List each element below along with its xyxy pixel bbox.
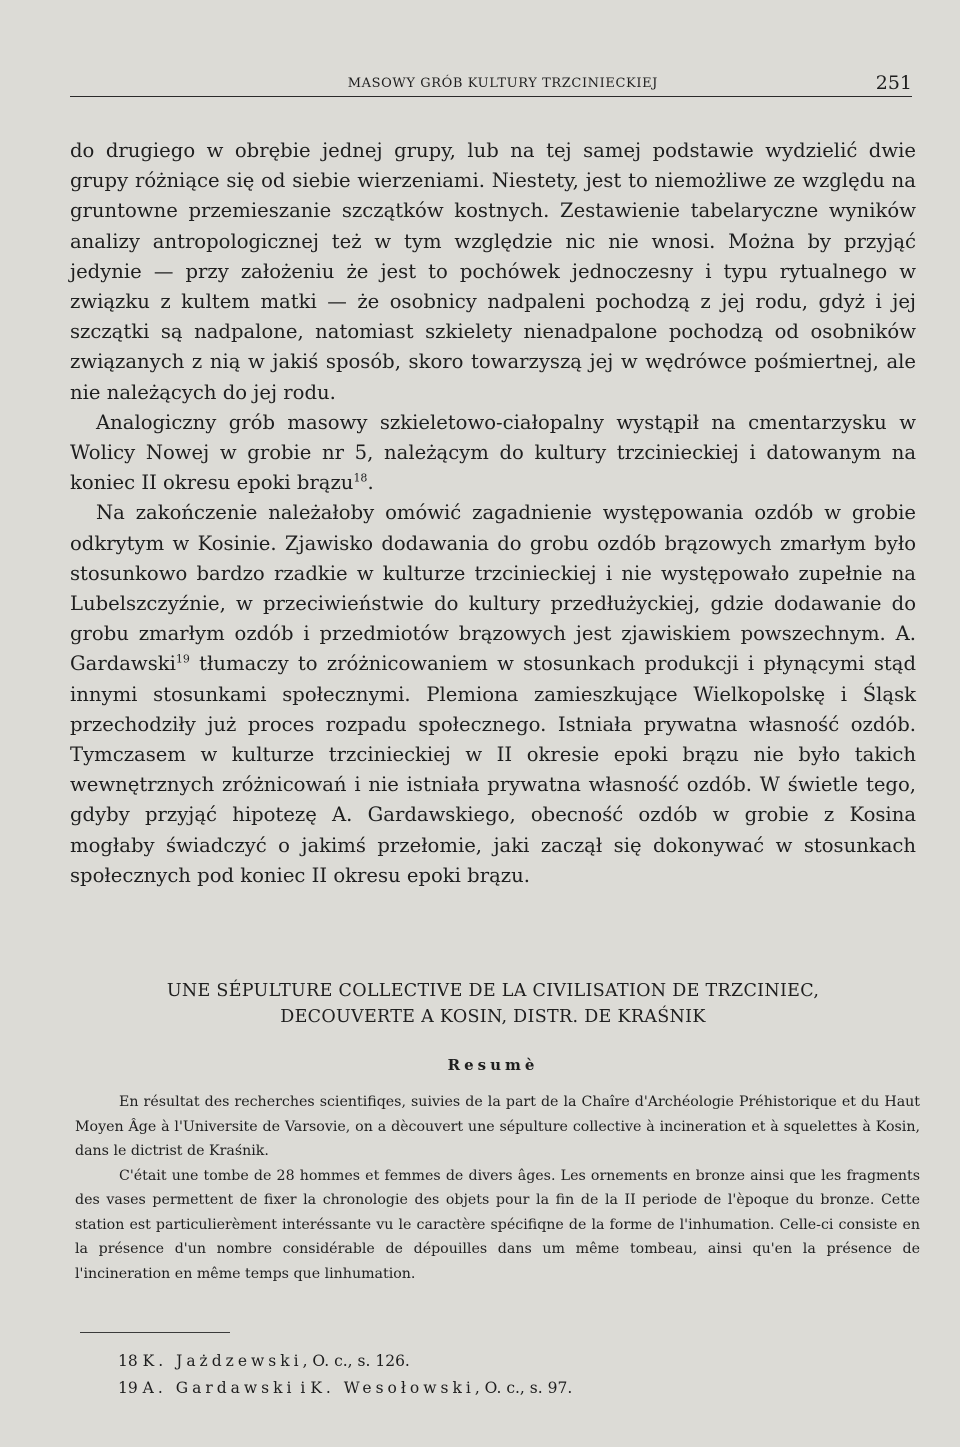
paragraph-3 xyxy=(70,498,916,891)
footnote-18-author: K. Jażdzewski xyxy=(142,1352,303,1370)
resume-paragraph-1: En résultat des recherches scientifiqes, suivies de la part de la Chaîre d'Archéologie Préhistorique et du Haut Moyen Âge à l'Universite de Varsovie, on a dècouvert une sépulture collective à incineration et à squelettes à Kosin, dans le dictrist de Kraśnik. xyxy=(75,1094,920,1159)
footnote-18 xyxy=(118,1348,572,1375)
footnote-19-author-1: A. Gardawski xyxy=(142,1379,296,1397)
resume-subtitle: Resumè xyxy=(447,1056,539,1074)
footnote-ref-18: 18 xyxy=(353,471,368,485)
paragraph-3-text-b: tłumaczy to zróżnicowaniem w stosunkach produkcji i płynącymi stąd innymi stosunkami społecznymi. Plemiona zamieszkujące Wielkopolskę i Śląsk przechodziły już proces rozpadu społecznego. Istniała prywatna własność ozdób. Tymczasem w kulturze trzcinieckiej w II okresie epoki brązu nie było takich wewnętrznych zróżnicowań i nie istniała prywatna własność ozdób. W świetle tego, gdyby przyjąć hipotezę A. Gardawskiego, obecność ozdób w grobie z Kosina mogłaby świadczyć o jakimś przełomie, jaki zaczął się dokonywać w stosunkach społecznych pod koniec II okresu epoki brązu. xyxy=(70,652,916,887)
paragraph-2 xyxy=(70,408,916,499)
running-head-title: MASOWY GRÓB KULTURY TRZCINIECKIEJ xyxy=(347,75,658,91)
running-head xyxy=(70,70,912,97)
resume-text xyxy=(75,1090,920,1286)
footnote-19 xyxy=(118,1375,572,1402)
footnote-divider xyxy=(80,1332,230,1333)
footnote-19-reference: , O. c., s. 97. xyxy=(474,1379,573,1397)
footnotes xyxy=(118,1348,572,1402)
footnote-19-conjunction: i xyxy=(295,1379,311,1397)
paragraph-1: do drugiego w obrębie jednej grupy, lub na tej samej podstawie wydzielić dwie grupy różniące się od siebie wierzeniami. Niestety, jest to niemożliwe ze względu na gruntowne przemieszanie szczątków kostnych. Zestawienie tabelaryczne wyników analizy antropologicznej też w tym względzie nic nie wnosi. Można by przyjąć jedynie — przy założeniu że jest to pochówek jednoczesny i typu rytualnego w związku z kultem matki — że osobnicy nadpaleni pochodzą z jej rodu, gdyż i jej szczątki są nadpalone, natomiast szkielety nienadpalone pochodzą od osobników związanych z nią w jakiś sposób, skoro towarzyszą jej w wędrówce pośmiertnej, ale nie należących do jej rodu. xyxy=(70,139,916,404)
footnote-ref-19: 19 xyxy=(175,652,190,666)
footnote-19-number: 19 xyxy=(118,1379,138,1397)
paragraph-2-text: Analogiczny grób masowy szkieletowo-ciałopalny wystąpił na cmentarzysku w Wolicy Nowej w grobie nr 5, należącym do kultury trzcinieckiej i datowanym na koniec II okresu epoki brązu xyxy=(70,410,916,495)
page-number: 251 xyxy=(875,72,912,94)
paragraph-3-text-a: Na zakończenie należałoby omówić zagadnienie występowania ozdób w grobie odkrytym w Kosinie. Zjawisko dodawania do grobu ozdób brązowych zmarłym było stosunkowo bardzo rzadkie w kulturze trzcinieckiej i nie występowało zupełnie na Lubelszczyźnie, w przeciwieństwie do kultury przedłużyckiej, gdzie dodawanie do grobu zmarłym ozdób i przedmiotów brązowych jest zjawiskiem powszechnym. A. Gardawski xyxy=(70,501,916,676)
footnote-18-reference: , O. c., s. 126. xyxy=(302,1352,410,1370)
resume-paragraph-2: C'était une tombe de 28 hommes et femmes de divers âges. Les ornements en bronze ainsi que les fragments des vases permettent de fixer la chronologie des objets pour la fin de la II periode de l'èpoque du bronze. Cette station est particulierèment interéssante vu le caractère spécifiqne de la forme de l'inhumation. Celle-ci consiste en la présence d'un nombre considérable de dépouilles dans um même tombeau, ainsi qu'en la présence de l'incineration en même temps que linhumation. xyxy=(75,1167,920,1282)
resume-title xyxy=(70,978,916,1030)
body-text xyxy=(70,136,916,891)
footnote-18-number: 18 xyxy=(118,1352,138,1370)
resume-title-line-1: UNE SÉPULTURE COLLECTIVE DE LA CIVILISATION DE TRZCINIEC, xyxy=(166,981,820,1001)
resume-title-line-2: DECOUVERTE A KOSIN, DISTR. DE KRAŚNIK xyxy=(280,1007,706,1027)
footnote-19-author-2: K. Wesołowski xyxy=(310,1379,475,1397)
paragraph-2-end: . xyxy=(367,471,374,495)
